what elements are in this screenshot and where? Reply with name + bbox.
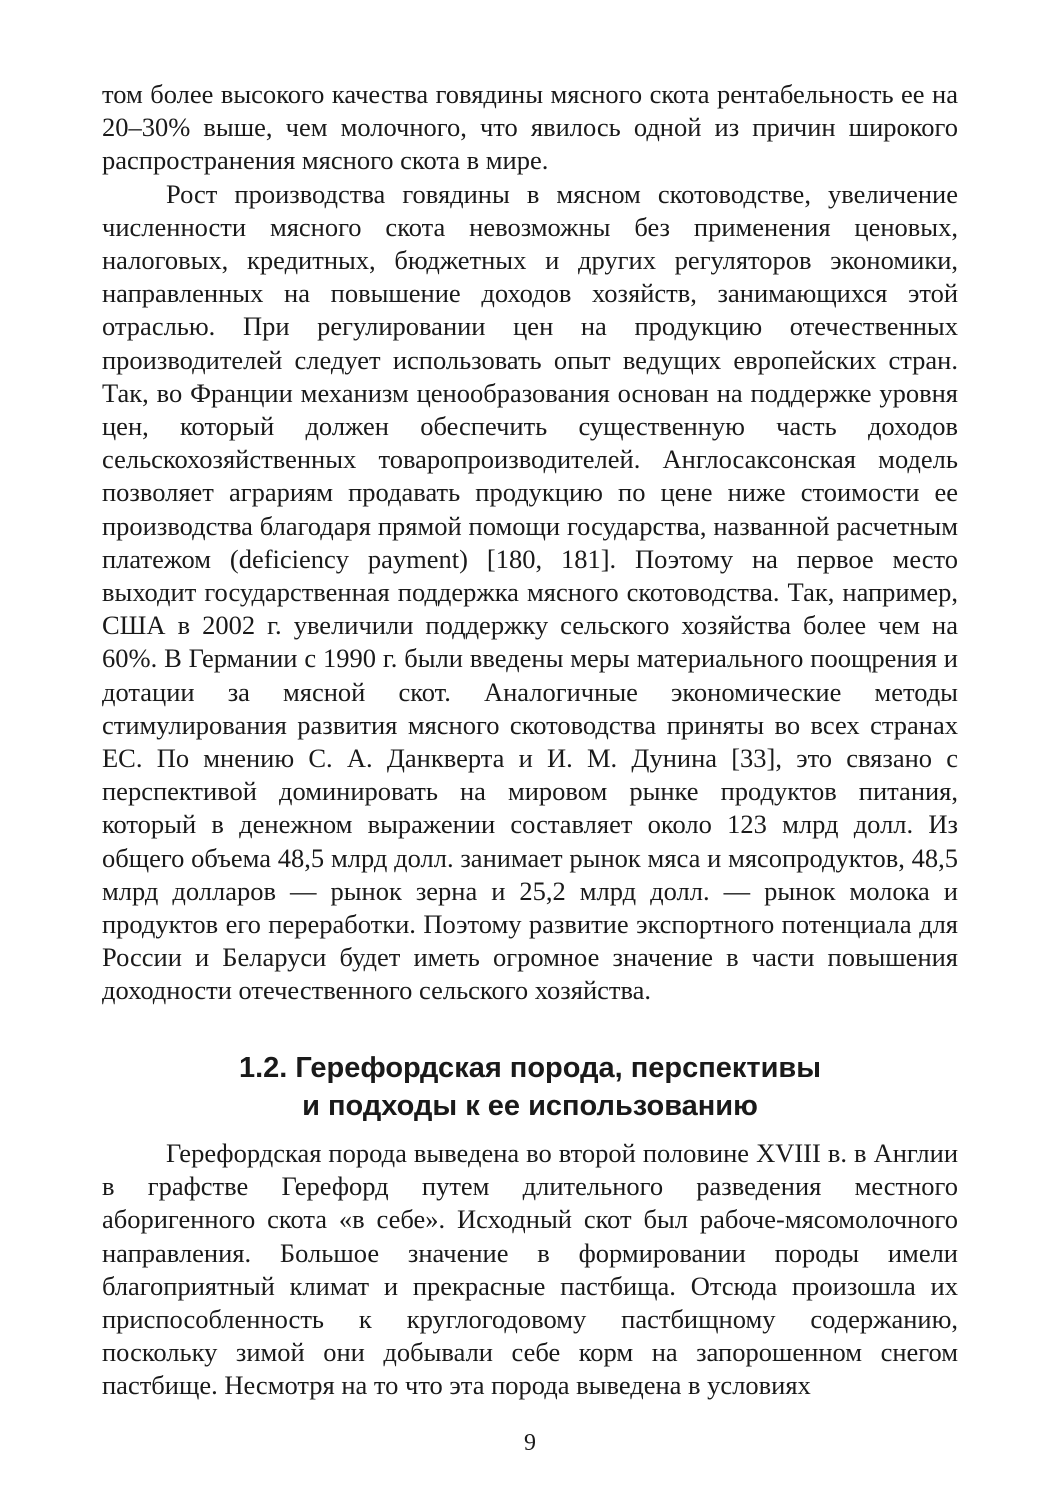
body-text-top bbox=[102, 78, 958, 1008]
page-number: 9 bbox=[524, 1430, 536, 1456]
section-heading bbox=[102, 1049, 958, 1125]
section-heading-line-1: 1.2. Герефордская порода, перспективы bbox=[238, 1052, 822, 1084]
body-text-bottom bbox=[102, 1137, 958, 1403]
section-heading-line-2: и подходы к ее использованию bbox=[302, 1090, 758, 1122]
paragraph-regulators: Рост производства говядины в мясном скотоводстве, увеличение численности мясного скота невозможны без применения ценовых, налоговых, кредитных, бюджетных и других регуляторов экономики, направленных на повышение доходов хозяйств, занимающихся этой отраслью. При регулировании цен на продукцию отечественных производителей следует использовать опыт ведущих европейских стран. Так, во Франции механизм ценообразования основан на поддержке уровня цен, который должен обеспечить существенную часть доходов сельскохозяйственных товаропроизводителей. Англосаксонская модель позволяет аграриям продавать продукцию по цене ниже стоимости ее производства благодаря прямой помощи государства, названной расчетным платежом (deficiency payment) [180, 181]. Поэтому на первое место выходит государственная поддержка мясного скотоводства. Так, например, США в 2002 г. увеличили поддержку сельского хозяйства более чем на 60%. В Германии с 1990 г. были введены меры материального поощрения и дотации за мясной скот. Аналогичные экономические методы стимулирования развития мясного скотоводства приняты во всех странах ЕС. По мнению С. А. Данкверта и И. М. Дунина [33], это связано с перспективой доминировать на мировом рынке продуктов питания, который в денежном выражении составляет около 123 млрд долл. Из общего объема 48,5 млрд долл. занимает рынок мяса и мясопродуктов, 48,5 млрд долларов — рынок зерна и 25,2 млрд долл. — рынок молока и продуктов его переработки. Поэтому развитие экспортного потенциала для России и Беларуси будет иметь огромное значение в части повышения доходности отечественного сельского хозяйства. bbox=[102, 178, 958, 1006]
paragraph-continuation: том более высокого качества говядины мясного скота рентабельность ее на 20–30% выше, чем молочного, что явилось одной из причин широкого распространения мясного скота в мире. bbox=[102, 79, 958, 176]
paragraph-hereford: Герефордская порода выведена во второй половине XVIII в. в Англии в графстве Герефорд путем длительного разведения местного аборигенного скота «в себе». Исходный скот был рабоче-мясомолочного направления. Большое значение в формировании породы имели благоприятный климат и прекрасные пастбища. Отсюда произошла их приспособленность к круглогодовому пастбищному содержанию, поскольку зимой они добывали себе корм на запорошенном снегом пастбище. Несмотря на то что эта порода выведена в условиях bbox=[102, 1138, 958, 1401]
